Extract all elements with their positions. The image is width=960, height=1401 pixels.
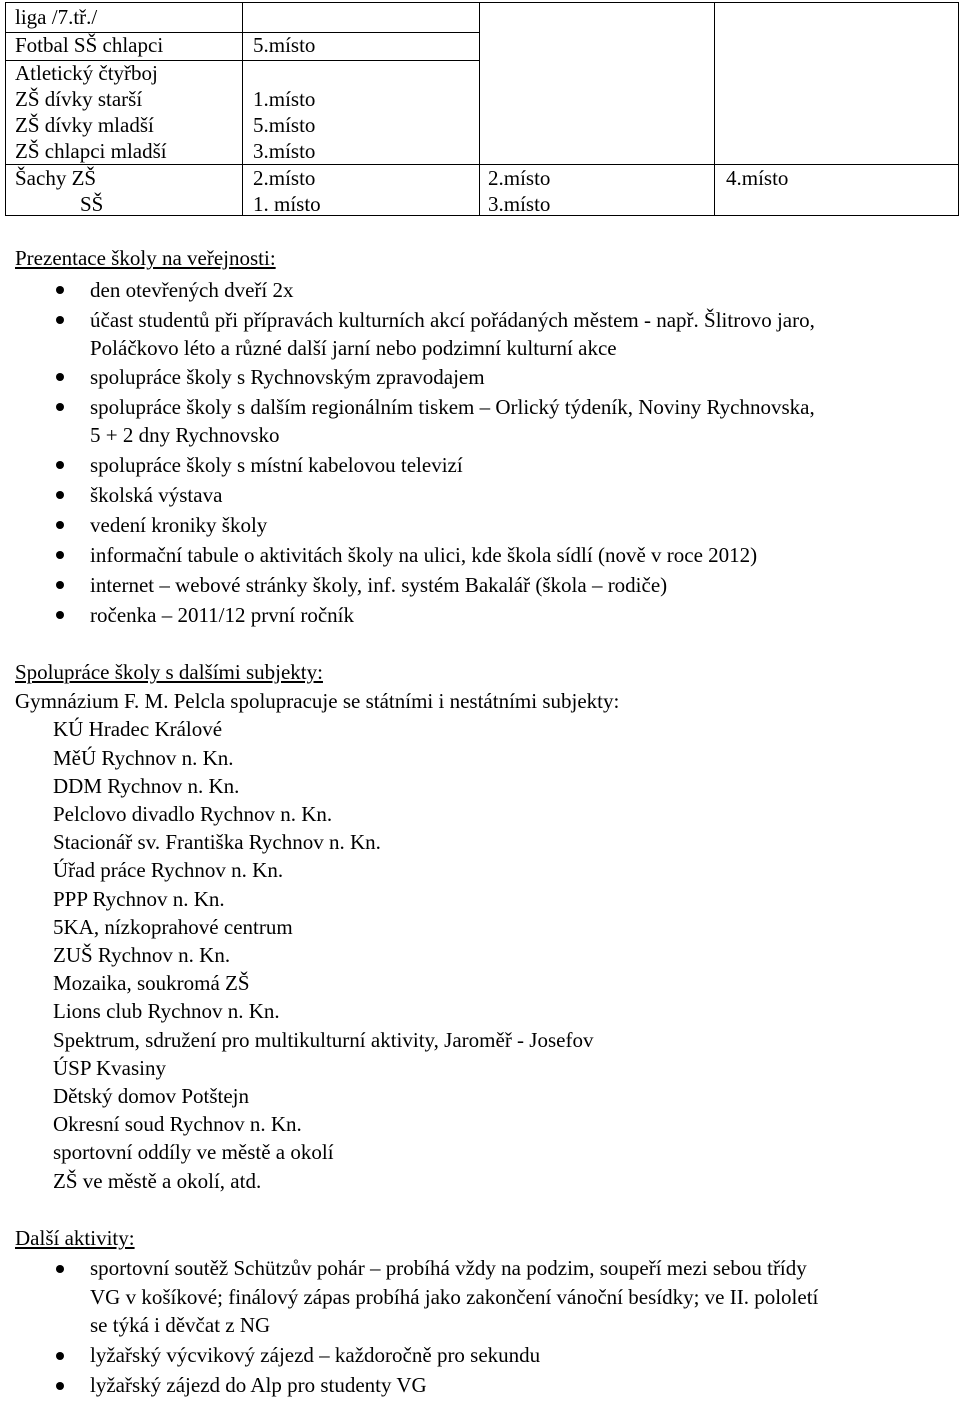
list-item: sportovní oddíly ve městě a okolí [53, 1140, 334, 1164]
bullet-icon [56, 1382, 64, 1390]
table-cell: 1.místo [253, 87, 316, 111]
table-cell: 3.místo [488, 192, 551, 216]
list-item: Okresní soud Rychnov n. Kn. [53, 1112, 302, 1136]
section-heading: Další aktivity: [15, 1226, 135, 1250]
list-item: KÚ Hradec Králové [53, 717, 223, 741]
list-item: MěÚ Rychnov n. Kn. [53, 746, 234, 770]
list-item: lyžařský zájezd do Alp pro studenty VG [90, 1373, 427, 1397]
list-item: Lions club Rychnov n. Kn. [53, 999, 280, 1023]
list-item: lyžařský výcvikový zájezd – každoročně pro sekundu [90, 1343, 541, 1367]
list-item: spolupráce školy s dalším regionálním tiskem – Orlický týdeník, Noviny Rychnovska, [90, 395, 815, 419]
bullet-icon [56, 286, 64, 294]
table-cell: 2.místo [488, 166, 551, 190]
table-cell: 5.místo [253, 113, 316, 137]
list-item: Pelclovo divadlo Rychnov n. Kn. [53, 802, 333, 826]
bullet-icon [56, 373, 64, 381]
list-item: ZUŠ Rychnov n. Kn. [53, 943, 231, 967]
list-item: Dětský domov Potštejn [53, 1084, 250, 1108]
bullet-icon [56, 551, 64, 559]
list-item: ZŠ ve městě a okolí, atd. [53, 1169, 262, 1193]
table-cell: 5.místo [253, 33, 316, 57]
list-item: ročenka – 2011/12 první ročník [90, 603, 354, 627]
list-item: vedení kroniky školy [90, 513, 268, 537]
list-item: VG v košíkové; finálový zápas probíhá jako zakončení vánoční besídky; ve II. pololetí [90, 1285, 819, 1309]
list-item: se týká i děvčat z NG [90, 1313, 271, 1337]
list-item: internet – webové stránky školy, inf. systém Bakalář (škola – rodiče) [90, 573, 668, 597]
list-item: ÚSP Kvasiny [53, 1056, 166, 1080]
bullet-icon [56, 461, 64, 469]
bullet-icon [56, 403, 64, 411]
table-cell: Atletický čtyřboj [15, 61, 158, 85]
list-item: účast studentů při přípravách kulturních akcí pořádaných městem - např. Šlitrovo jaro, [90, 308, 815, 332]
bullet-icon [56, 581, 64, 589]
list-item: 5 + 2 dny Rychnovsko [90, 423, 280, 447]
results-table [5, 2, 959, 216]
list-item: školská výstava [90, 483, 223, 507]
table-cell: 4.místo [726, 166, 789, 190]
table-cell: Šachy ZŠ [15, 166, 97, 190]
list-item: Mozaika, soukromá ZŠ [53, 971, 250, 995]
list-item: DDM Rychnov n. Kn. [53, 774, 240, 798]
table-cell: ZŠ dívky starší [15, 87, 143, 111]
list-item: Úřad práce Rychnov n. Kn. [53, 858, 284, 882]
bullet-icon [56, 1352, 64, 1360]
list-item: Spektrum, sdružení pro multikulturní aktivity, Jaroměř - Josefov [53, 1028, 594, 1052]
list-item: Poláčkovo léto a různé další jarní nebo podzimní kulturní akce [90, 336, 617, 360]
table-cell: Fotbal SŠ chlapci [15, 33, 164, 57]
section-heading: Spolupráce školy s dalšími subjekty: [15, 660, 323, 684]
table-cell: 2.místo [253, 166, 316, 190]
list-item: PPP Rychnov n. Kn. [53, 887, 225, 911]
paragraph: Gymnázium F. M. Pelcla spolupracuje se státními i nestátními subjekty: [15, 689, 620, 713]
bullet-icon [56, 316, 64, 324]
list-item: den otevřených dveří 2x [90, 278, 294, 302]
list-item: spolupráce školy s místní kabelovou televizí [90, 453, 463, 477]
list-item: spolupráce školy s Rychnovským zpravodajem [90, 365, 485, 389]
table-cell: 1. místo [253, 192, 321, 216]
bullet-icon [56, 611, 64, 619]
list-item: Stacionář sv. Františka Rychnov n. Kn. [53, 830, 381, 854]
bullet-icon [56, 491, 64, 499]
section-heading: Prezentace školy na veřejnosti: [15, 246, 276, 270]
table-cell: liga /7.tř./ [15, 5, 98, 29]
bullet-icon [56, 521, 64, 529]
bullet-icon [56, 1265, 64, 1273]
table-cell: ZŠ dívky mladší [15, 113, 154, 137]
list-item: informační tabule o aktivitách školy na ulici, kde škola sídlí (nově v roce 2012) [90, 543, 758, 567]
list-item: sportovní soutěž Schützův pohár – probíhá vždy na podzim, soupeří mezi sebou třídy [90, 1256, 807, 1280]
list-item: 5KA, nízkoprahové centrum [53, 915, 293, 939]
table-cell: 3.místo [253, 139, 316, 163]
table-cell: SŠ [80, 192, 104, 216]
table-cell: ZŠ chlapci mladší [15, 139, 167, 163]
